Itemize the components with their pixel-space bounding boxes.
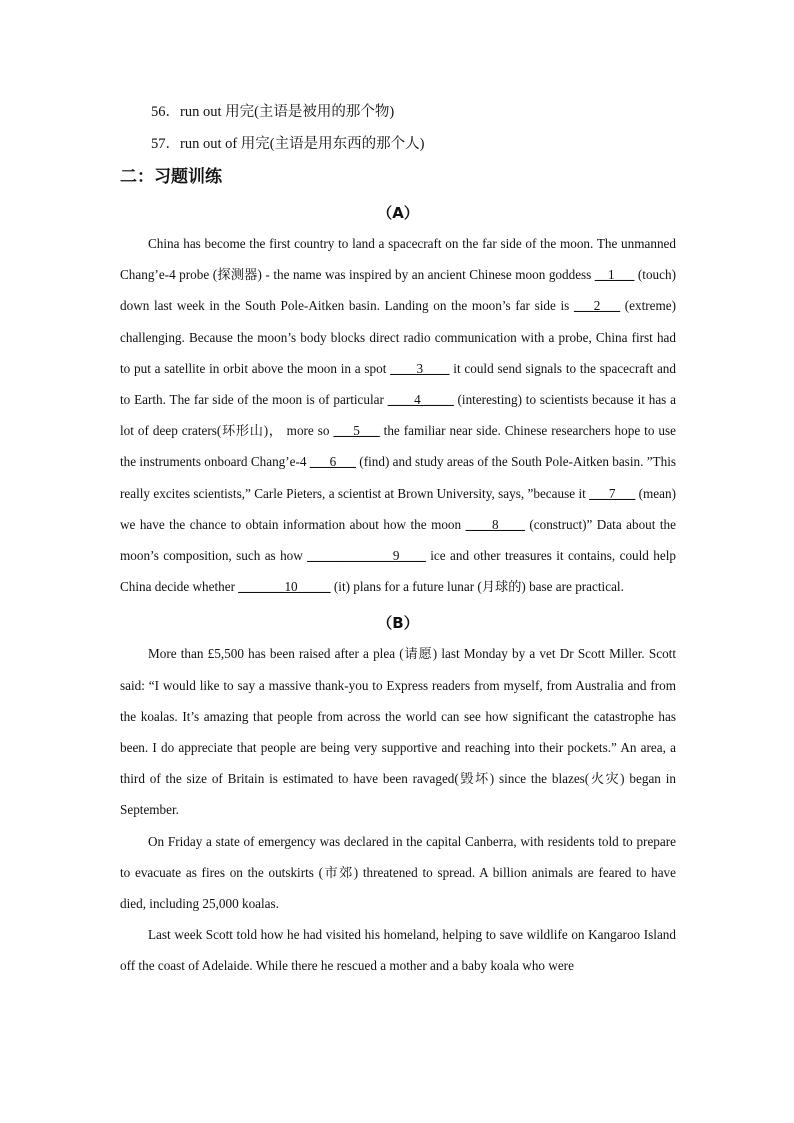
text-segment: (extreme) challenging. Because the moon’s body blocks direct radio communication with a probe, China first had to put a satellite in orbit above the moon in a spot — [120, 298, 676, 376]
text-segment: (touch) down last week in the South Pole-Aitken basin. Landing on the moon’s far side is — [120, 267, 676, 314]
passage-b-heading: （B） — [377, 614, 419, 633]
passage-b-paragraph-3: Last week Scott told how he had visited his homeland, helping to save wildlife on Kangaroo Island off the coast of Adelaide. While there he rescued a mother and a baby koala who were — [120, 927, 676, 974]
blank-8: ____8____ — [465, 516, 525, 532]
text-segment: (construct)” Data about the moon’s composition, such as how — [120, 516, 677, 564]
list-item-57: 57．run out of 用完(主语是用东西的那个人) — [151, 136, 425, 152]
document-page — [120, 96, 676, 982]
text-segment: (it) plans for a future lunar (月球的) base are practical. — [330, 579, 624, 595]
list-item-56: 56．run out 用完(主语是被用的那个物) — [151, 104, 395, 120]
blank-5: ___5___ — [333, 423, 380, 439]
blank-1: __1___ — [594, 267, 635, 283]
section-heading: 二：习题训练 — [120, 167, 222, 187]
text-segment: (find) and study areas of the South Pole-Aitken basin. ”This really excites scientists,” Carle Pieters, a scientist at Brown University, says, ”because it — [120, 454, 676, 501]
blank-10: _______10_____ — [238, 579, 331, 595]
text-segment: (interesting) to scientists because it has a lot of deep craters(环形山)， more so — [120, 392, 676, 439]
passage-a-paragraph — [120, 228, 676, 602]
text-segment: it could send signals to the spacecraft and to Earth. The far side of the moon is of particular — [120, 360, 676, 408]
passage-b-paragraph-1: More than £5,500 has been raised after a plea (请愿) last Monday by a vet Dr Scott Miller. Scott said: “I would like to say a massive thank-you to Express readers from myself, from Australia and from the koalas. It’s amazing that people from across the world can see how significant the catastrophe has been. I do appreciate that people are being very supportive and reaching into their pockets.” An area, a third of the size of Britain is estimated to have been ravaged(毁坏) since the blazes(火灾) began in September. — [120, 646, 676, 818]
blank-3: ____3____ — [390, 360, 450, 376]
blank-9: _____________9____ — [307, 548, 426, 564]
blank-4: ____4_____ — [387, 392, 454, 408]
text-segment: China has become the first country to land a spacecraft on the far side of the moon. The unmanned Chang’e-4 probe (探测器) - the name was inspired by an ancient Chinese moon goddess — [120, 236, 676, 283]
blank-7: ___7___ — [589, 485, 636, 501]
passage-a-heading: （A） — [377, 204, 419, 222]
blank-6: ___6___ — [309, 454, 356, 470]
text-segment: the familiar near side. Chinese researchers hope to use the instruments onboard Chang’e-4 — [120, 423, 677, 470]
text-segment: (mean) we have the chance to obtain information about how the moon — [120, 485, 677, 532]
passage-b-paragraph-2: On Friday a state of emergency was declared in the capital Canberra, with residents told to prepare to evacuate as fires on the outskirts (市郊) threatened to spread. A billion animals are feared to have died, including 25,000 koalas. — [120, 833, 676, 912]
blank-2: ___2___ — [573, 298, 621, 314]
text-segment: ice and other treasures it contains, could help China decide whether — [120, 548, 676, 595]
